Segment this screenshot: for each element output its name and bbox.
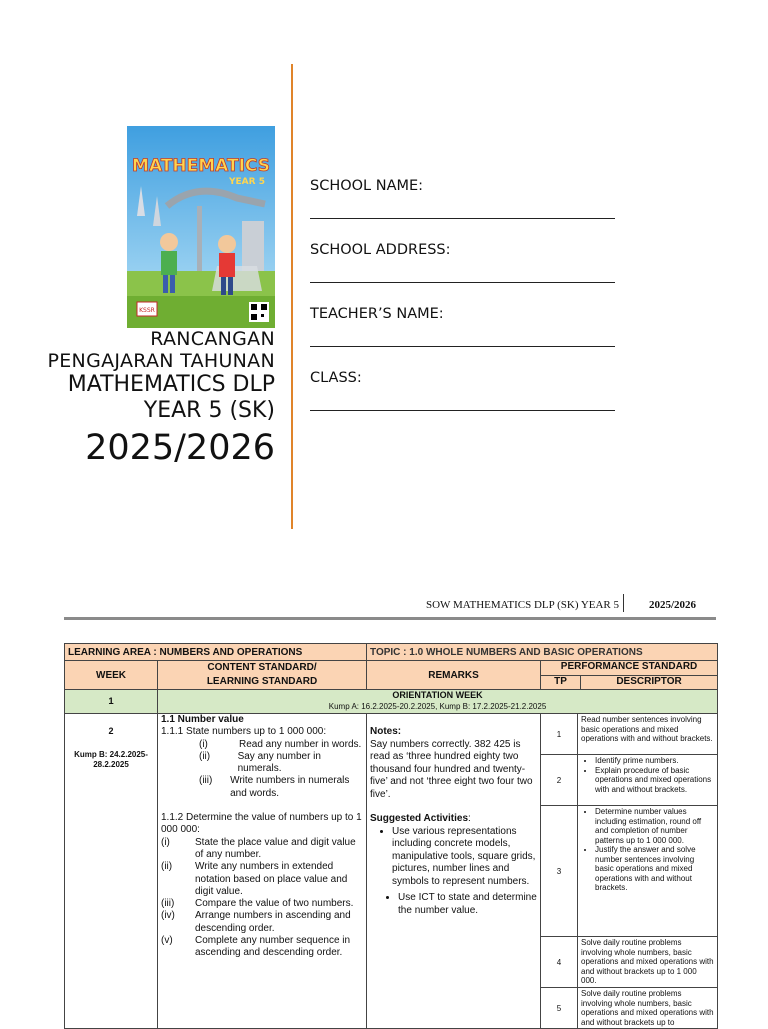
activity-item: • Use ICT to state and determine the number value. [398, 892, 537, 917]
col-tp: TP [541, 676, 581, 690]
descriptor-row-tp1 [541, 714, 717, 755]
content-standard-title: 1.1 Number value [161, 714, 244, 725]
field-blank-line[interactable] [310, 282, 615, 283]
descriptor-text: Solve daily routine problems involving whole numbers, basic operations and mixed operations with and without brackets up to [581, 989, 714, 1027]
descriptor-cell [541, 714, 718, 1029]
ls-item: (iii) Write numbers in numerals and words. [199, 775, 350, 799]
col-performance-standard: PERFORMANCE STANDARD [541, 661, 718, 676]
col-content-standard [158, 661, 367, 690]
notes-title: Notes: [370, 726, 402, 737]
tp-level: 2 [541, 755, 578, 805]
page-header-year: 2025/2026 [649, 599, 697, 611]
descriptor-text: • Identify prime numbers. • Explain procedure of basic operations and mixed operations with and without brackets. [578, 755, 717, 805]
book-cover-image [127, 126, 275, 328]
page-header-rule [64, 617, 716, 620]
week-number: 2 [108, 726, 114, 736]
ls-item: (i) State the place value and digit value of any number. [161, 836, 356, 860]
col-content-line-1: CONTENT STANDARD/ [207, 662, 317, 673]
descriptor-text: Solve daily routine problems involving whole numbers, basic operations and mixed operations with and without brackets up to 1 000 000. [581, 938, 714, 985]
learning-area: LEARNING AREA : NUMBERS AND OPERATIONS [65, 644, 367, 661]
title-line-1: RANCANGAN [150, 328, 275, 350]
book-subtitle: YEAR 5 [229, 177, 265, 187]
field-blank-line[interactable] [310, 218, 615, 219]
page-header-separator [623, 594, 624, 612]
title-line-4: YEAR 5 (SK) [143, 398, 275, 423]
activities-list [370, 892, 537, 917]
page-header-text: SOW MATHEMATICS DLP (SK) YEAR 5 [426, 599, 620, 611]
field-label: CLASS: [310, 370, 362, 386]
learning-standard-1-1-1: 1.1.1 State numbers up to 1 000 000: [161, 726, 327, 738]
learning-standard-1-1-2: 1.1.2 Determine the value of numbers up to 1 000 000: [161, 812, 362, 836]
orientation-week-number: 1 [65, 690, 158, 714]
field-label: SCHOOL ADDRESS: [310, 242, 451, 258]
tp-level: 4 [541, 937, 578, 987]
col-remarks: REMARKS [367, 661, 541, 690]
ls-item: (iii) Compare the value of two numbers. [161, 898, 354, 910]
descriptor-row-tp4 [541, 937, 717, 988]
title-line-3: MATHEMATICS DLP [67, 372, 275, 397]
col-descriptor: DESCRIPTOR [581, 676, 718, 690]
orientation-week-cell [158, 690, 718, 714]
tp-level: 5 [541, 988, 578, 1028]
book-title: MATHEMATICS [132, 156, 270, 176]
cover-title [30, 328, 275, 470]
remarks-cell [367, 714, 541, 1029]
descriptor-row-tp5 [541, 988, 717, 1028]
title-year: 2025/2026 [85, 428, 275, 468]
ls-item: (iv) Arrange numbers in ascending and descending order. [161, 910, 351, 934]
orientation-title: ORIENTATION WEEK [392, 690, 483, 700]
activities-title: Suggested Activities: [370, 813, 471, 824]
week-2-cell [65, 714, 158, 1029]
col-week: WEEK [65, 661, 158, 690]
week-dates: Kump B: 24.2.2025-28.2.2025 [74, 750, 148, 769]
descriptor-text: Read number sentences involving basic operations and mixed operations with and without brackets. [581, 715, 713, 743]
field-label: SCHOOL NAME: [310, 178, 424, 194]
descriptor-text: • Determine number values including estimation, round off and completion of number patterns up to 1 000 000. • Justify the answer and solve number sentences involving basic operations and mixed operations with and without brackets. [578, 806, 717, 936]
field-blank-line[interactable] [310, 410, 615, 411]
field-blank-line[interactable] [310, 346, 615, 347]
cover-divider [291, 64, 293, 529]
activity-item: • Use various representations including concrete models, manipulative tools, square grids, pictures, number lines and symbols to represent numbers. [392, 826, 537, 889]
topic: TOPIC : 1.0 WHOLE NUMBERS AND BASIC OPERATIONS [367, 644, 718, 661]
orientation-dates: Kump A: 16.2.2025-20.2.2025, Kump B: 17.2.2025-21.2.2025 [328, 702, 547, 711]
title-line-2: PENGAJARAN TAHUNAN [47, 350, 275, 372]
scheme-of-work-table [64, 643, 718, 1029]
ls-item: (v) Complete any number sequence in ascending and descending order. [161, 935, 351, 959]
ls-item: (ii) Say any number in numerals. [199, 750, 321, 775]
col-content-line-2: LEARNING STANDARD [206, 676, 318, 687]
notes-text: Say numbers correctly. 382 425 is read as ‘three hundred eighty two thousand four hundred and twenty-five’ and not ‘three eight two four two five’. [370, 738, 533, 800]
descriptor-row-tp3 [541, 806, 717, 937]
school-name-field[interactable] [310, 178, 620, 242]
learning-standard-cell [158, 714, 367, 1029]
tp-level: 3 [541, 806, 578, 936]
teacher-name-field[interactable] [310, 306, 620, 370]
ls-item: (i) Read any number in words. [199, 738, 362, 750]
school-address-field[interactable] [310, 242, 620, 306]
tp-level: 1 [541, 714, 578, 754]
book-badge: KSSR [139, 307, 155, 314]
cover-fields [310, 178, 620, 434]
field-label: TEACHER’S NAME: [310, 306, 444, 322]
ls-item: (ii) Write any numbers in extended notation based on place value and digit value. [161, 861, 348, 897]
activities-list [370, 826, 537, 889]
descriptor-row-tp2 [541, 755, 717, 806]
class-field[interactable] [310, 370, 620, 434]
